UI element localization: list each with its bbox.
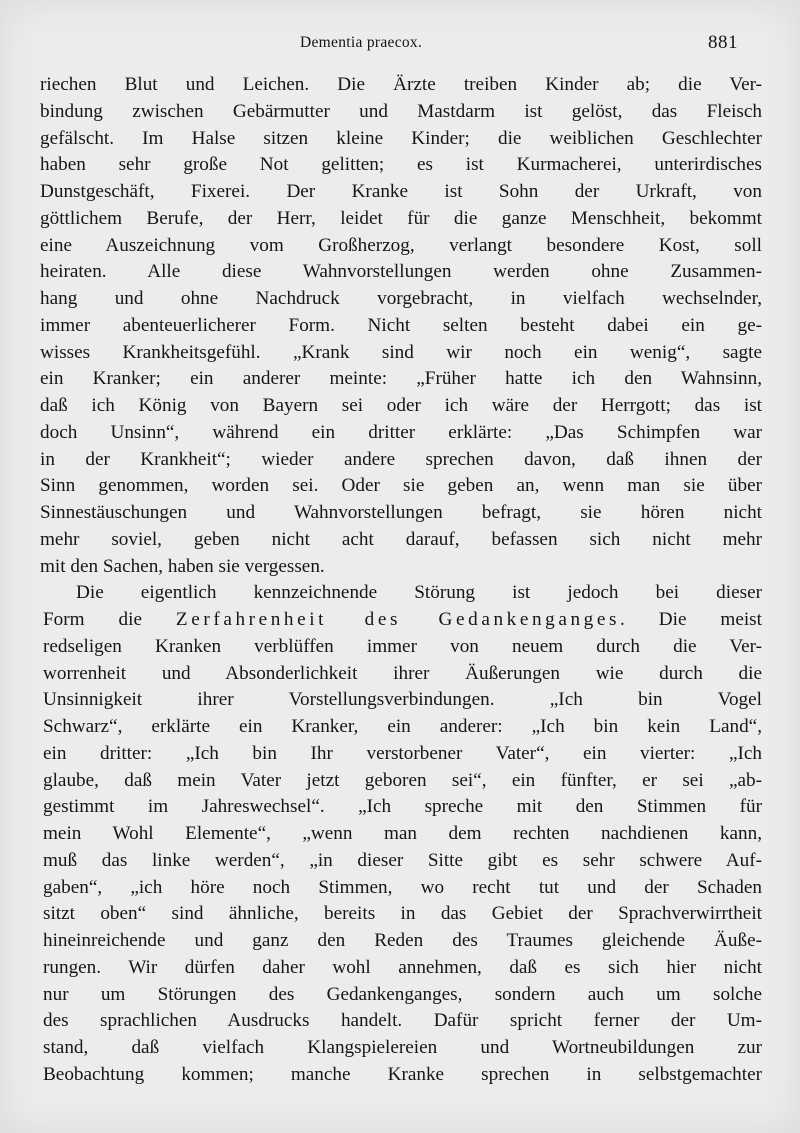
text-line: eine Auszeichnung vom Großherzog, verlangt besondere Kost, soll	[40, 234, 762, 256]
text-run: . Die meist	[620, 609, 762, 630]
text-line: Sinn genommen, worden sei. Oder sie geben an, wenn man sie über	[40, 475, 762, 497]
text-line: Unsinnigkeit ihrer Vorstellungsverbindungen. „Ich bin Vogel	[43, 689, 762, 711]
running-title: Dementia praecox.	[300, 34, 423, 51]
text-line: riechen Blut und Leichen. Die Ärzte treiben Kinder ab; die Ver-	[40, 74, 762, 95]
text-line: Beobachtung kommen; manche Kranke sprechen in selbstgemachter	[43, 1063, 762, 1085]
text-line: ein Kranker; ein anderer meinte: „Früher hatte ich den Wahnsinn,	[40, 368, 762, 390]
text-line: mein Wohl Elemente“, „wenn man dem rechten nachdienen kann,	[43, 823, 762, 844]
page-header	[0, 32, 800, 56]
text-line: wisses Krankheitsgefühl. „Krank sind wir noch ein wenig“, sagte	[40, 341, 762, 363]
text-line: Dunstgeschäft, Fixerei. Der Kranke ist Sohn der Urkraft, von	[40, 181, 762, 202]
text-line: des sprachlichen Ausdrucks handelt. Dafür spricht ferner der Um-	[43, 1010, 762, 1032]
text-line: Sinnestäuschungen und Wahnvorstellungen befragt, sie hören nicht	[40, 502, 762, 523]
text-line: rungen. Wir dürfen daher wohl annehmen, daß es sich hier nicht	[43, 956, 762, 978]
text-line: nur um Störungen des Gedankenganges, sondern auch um solche	[43, 983, 762, 1005]
page-number: 881	[708, 32, 738, 53]
text-line: immer abenteuerlicherer Form. Nicht selten besteht dabei ein ge-	[40, 314, 762, 336]
text-line: gaben“, „ich höre noch Stimmen, wo recht tut und der Schaden	[43, 876, 762, 898]
text-line: gefälscht. Im Halse sitzen kleine Kinder; die weiblichen Geschlechter	[40, 127, 762, 149]
text-line: heiraten. Alle diese Wahnvorstellungen werden ohne Zusammen-	[40, 261, 762, 283]
text-line: gestimmt im Jahreswechsel“. „Ich spreche mit den Stimmen für	[43, 796, 762, 818]
text-line: in der Krankheit“; wieder andere sprechen davon, daß ihnen der	[40, 448, 762, 470]
text-line: göttlichem Berufe, der Herr, leidet für die ganze Menschheit, bekommt	[40, 207, 762, 229]
text-line: redseligen Kranken verblüffen immer von neuem durch die Ver-	[43, 635, 762, 657]
text-line: stand, daß vielfach Klangspielereien und Wortneubildungen zur	[43, 1037, 762, 1058]
paragraph-end-line: mit den Sachen, haben sie vergessen.	[40, 555, 325, 577]
text-run: Form die	[43, 609, 176, 630]
text-line: bindung zwischen Gebärmutter und Mastdarm ist gelöst, das Fleisch	[40, 100, 762, 122]
text-line: hang und ohne Nachdruck vorgebracht, in vielfach wechselnder,	[40, 288, 762, 309]
text-line: Schwarz“, erklärte ein Kranker, ein anderer: „Ich bin kein Land“,	[43, 716, 762, 737]
text-line: hineinreichende und ganz den Reden des Traumes gleichende Äuße-	[43, 930, 762, 951]
text-run: Die eigentlich kennzeichnende Störung ist jedoch bei dieser	[76, 582, 762, 604]
text-line-emphasis	[40, 607, 762, 634]
body-text	[40, 72, 762, 1089]
text-line: haben sehr große Not gelitten; es ist Kurmacherei, unterirdisches	[40, 154, 762, 176]
spaced-emphasis: Zerfahrenheit des Gedankenganges	[175, 609, 621, 630]
text-line: ein dritter: „Ich bin Ihr verstorbener Vater“, ein vierter: „Ich	[43, 742, 762, 764]
text-line: muß das linke werden“, „in dieser Sitte gibt es sehr schwere Auf-	[43, 849, 762, 871]
text-line: sitzt oben“ sind ähnliche, bereits in das Gebiet der Sprachverwirrtheit	[43, 903, 762, 925]
text-line: mehr soviel, geben nicht acht darauf, befassen sich nicht mehr	[40, 528, 762, 550]
text-line: doch Unsinn“, während ein dritter erklärte: „Das Schimpfen war	[40, 421, 762, 443]
text-line: daß ich König von Bayern sei oder ich wäre der Herrgott; das ist	[40, 395, 762, 416]
paragraph-first-line	[40, 580, 762, 607]
text-line: worrenheit und Absonderlichkeit ihrer Äußerungen wie durch die	[43, 662, 762, 684]
text-line: glaube, daß mein Vater jetzt geboren sei“, ein fünfter, er sei „ab-	[43, 769, 762, 791]
